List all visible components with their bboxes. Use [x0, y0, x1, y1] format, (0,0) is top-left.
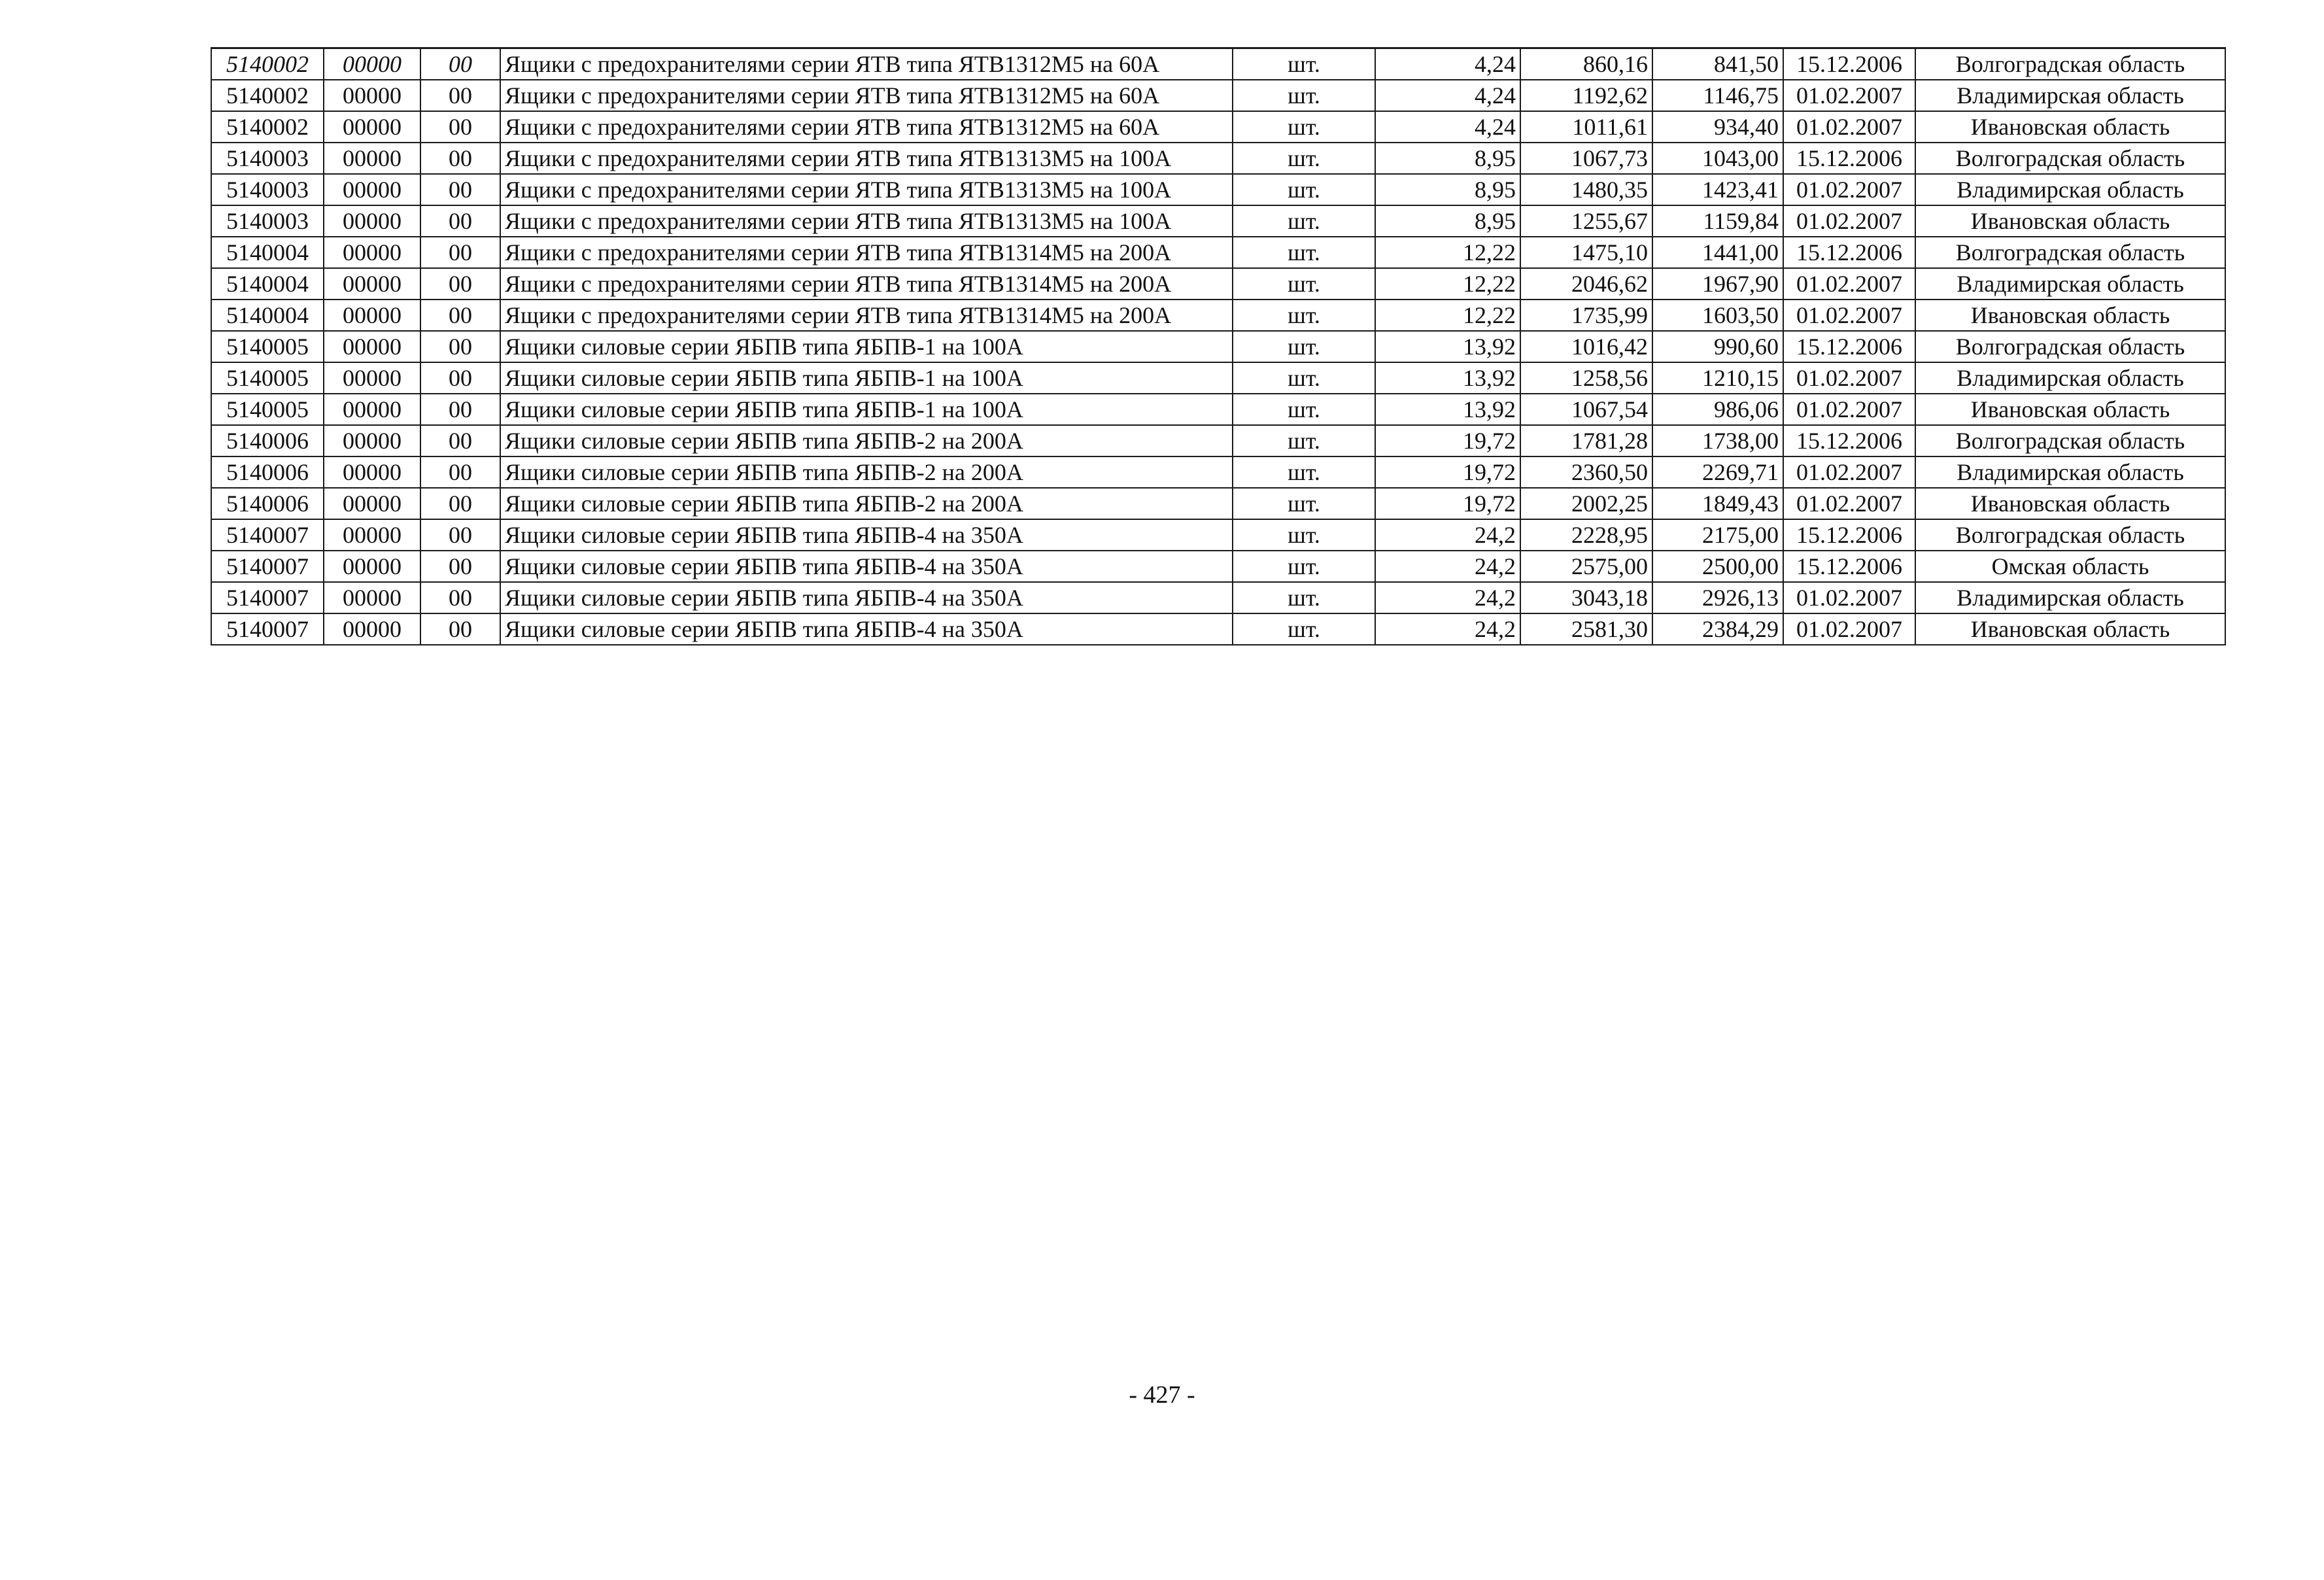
weight-cell: 24,2: [1375, 551, 1520, 582]
weight-cell: 19,72: [1375, 488, 1520, 519]
date-cell: 01.02.2007: [1783, 111, 1915, 143]
variant-cell: 00: [420, 551, 500, 582]
price1-cell: 1258,56: [1520, 362, 1652, 394]
price1-cell: 1475,10: [1520, 237, 1652, 268]
unit-cell: шт.: [1233, 551, 1375, 582]
table-row: [211, 174, 2225, 205]
name-cell: Ящики силовые серии ЯБПВ типа ЯБПВ-4 на 350А: [500, 551, 1233, 582]
region-cell: Волгоградская область: [1915, 331, 2225, 362]
price2-cell: 2926,13: [1652, 582, 1783, 613]
code-cell: 5140005: [211, 394, 324, 425]
name-cell: Ящики силовые серии ЯБПВ типа ЯБПВ-2 на 200А: [500, 488, 1233, 519]
region-cell: Ивановская область: [1915, 488, 2225, 519]
code-cell: 5140003: [211, 174, 324, 205]
subcode-cell: 00000: [324, 268, 420, 300]
code-cell: 5140006: [211, 488, 324, 519]
region-cell: Волгоградская область: [1915, 237, 2225, 268]
price2-cell: 1441,00: [1652, 237, 1783, 268]
code-cell: 5140005: [211, 331, 324, 362]
name-cell: Ящики с предохранителями серии ЯТВ типа ЯТВ1313М5 на 100А: [500, 174, 1233, 205]
region-cell: Владимирская область: [1915, 456, 2225, 488]
table-row: [211, 331, 2225, 362]
unit-cell: шт.: [1233, 80, 1375, 111]
table-row: [211, 80, 2225, 111]
unit-cell: шт.: [1233, 456, 1375, 488]
date-cell: 15.12.2006: [1783, 331, 1915, 362]
region-cell: Ивановская область: [1915, 613, 2225, 645]
variant-cell: 00: [420, 394, 500, 425]
name-cell: Ящики с предохранителями серии ЯТВ типа ЯТВ1312М5 на 60А: [500, 111, 1233, 143]
weight-cell: 24,2: [1375, 519, 1520, 551]
code-cell: 5140006: [211, 456, 324, 488]
unit-cell: шт.: [1233, 268, 1375, 300]
price2-cell: 1967,90: [1652, 268, 1783, 300]
price2-cell: 1738,00: [1652, 425, 1783, 456]
name-cell: Ящики силовые серии ЯБПВ типа ЯБПВ-1 на 100А: [500, 394, 1233, 425]
price2-cell: 1603,50: [1652, 300, 1783, 331]
name-cell: Ящики с предохранителями серии ЯТВ типа ЯТВ1312М5 на 60А: [500, 48, 1233, 80]
variant-cell: 00: [420, 331, 500, 362]
table-row: [211, 582, 2225, 613]
unit-cell: шт.: [1233, 362, 1375, 394]
price-table: [211, 47, 2226, 645]
price1-cell: 2228,95: [1520, 519, 1652, 551]
name-cell: Ящики силовые серии ЯБПВ типа ЯБПВ-4 на 350А: [500, 582, 1233, 613]
subcode-cell: 00000: [324, 425, 420, 456]
region-cell: Волгоградская область: [1915, 425, 2225, 456]
table-row: [211, 394, 2225, 425]
subcode-cell: 00000: [324, 488, 420, 519]
name-cell: Ящики с предохранителями серии ЯТВ типа ЯТВ1313М5 на 100А: [500, 205, 1233, 237]
weight-cell: 12,22: [1375, 300, 1520, 331]
region-cell: Волгоградская область: [1915, 48, 2225, 80]
name-cell: Ящики силовые серии ЯБПВ типа ЯБПВ-2 на 200А: [500, 456, 1233, 488]
unit-cell: шт.: [1233, 488, 1375, 519]
price2-cell: 1159,84: [1652, 205, 1783, 237]
name-cell: Ящики силовые серии ЯБПВ типа ЯБПВ-1 на 100А: [500, 331, 1233, 362]
unit-cell: шт.: [1233, 237, 1375, 268]
variant-cell: 00: [420, 425, 500, 456]
code-cell: 5140007: [211, 519, 324, 551]
table-row: [211, 488, 2225, 519]
variant-cell: 00: [420, 48, 500, 80]
variant-cell: 00: [420, 488, 500, 519]
date-cell: 01.02.2007: [1783, 80, 1915, 111]
subcode-cell: 00000: [324, 174, 420, 205]
date-cell: 01.02.2007: [1783, 205, 1915, 237]
date-cell: 01.02.2007: [1783, 488, 1915, 519]
subcode-cell: 00000: [324, 519, 420, 551]
weight-cell: 12,22: [1375, 268, 1520, 300]
unit-cell: шт.: [1233, 613, 1375, 645]
page-number: - 427 -: [1129, 1381, 1195, 1409]
weight-cell: 8,95: [1375, 174, 1520, 205]
table-row: [211, 143, 2225, 174]
price1-cell: 1255,67: [1520, 205, 1652, 237]
unit-cell: шт.: [1233, 111, 1375, 143]
price1-cell: 1011,61: [1520, 111, 1652, 143]
table-row: [211, 268, 2225, 300]
code-cell: 5140007: [211, 613, 324, 645]
weight-cell: 8,95: [1375, 143, 1520, 174]
variant-cell: 00: [420, 80, 500, 111]
date-cell: 01.02.2007: [1783, 456, 1915, 488]
table-body: [211, 48, 2225, 645]
subcode-cell: 00000: [324, 613, 420, 645]
subcode-cell: 00000: [324, 111, 420, 143]
price1-cell: 1016,42: [1520, 331, 1652, 362]
variant-cell: 00: [420, 111, 500, 143]
variant-cell: 00: [420, 205, 500, 237]
region-cell: Ивановская область: [1915, 394, 2225, 425]
price1-cell: 860,16: [1520, 48, 1652, 80]
code-cell: 5140004: [211, 300, 324, 331]
weight-cell: 4,24: [1375, 80, 1520, 111]
variant-cell: 00: [420, 268, 500, 300]
table-row: [211, 205, 2225, 237]
price2-cell: 986,06: [1652, 394, 1783, 425]
name-cell: Ящики силовые серии ЯБПВ типа ЯБПВ-4 на 350А: [500, 613, 1233, 645]
table-row: [211, 111, 2225, 143]
name-cell: Ящики с предохранителями серии ЯТВ типа ЯТВ1314М5 на 200А: [500, 268, 1233, 300]
region-cell: Владимирская область: [1915, 268, 2225, 300]
price2-cell: 990,60: [1652, 331, 1783, 362]
weight-cell: 24,2: [1375, 613, 1520, 645]
subcode-cell: 00000: [324, 582, 420, 613]
code-cell: 5140005: [211, 362, 324, 394]
price1-cell: 2046,62: [1520, 268, 1652, 300]
unit-cell: шт.: [1233, 205, 1375, 237]
price2-cell: 1043,00: [1652, 143, 1783, 174]
code-cell: 5140003: [211, 143, 324, 174]
subcode-cell: 00000: [324, 80, 420, 111]
subcode-cell: 00000: [324, 362, 420, 394]
date-cell: 15.12.2006: [1783, 551, 1915, 582]
date-cell: 01.02.2007: [1783, 394, 1915, 425]
region-cell: Владимирская область: [1915, 582, 2225, 613]
price2-cell: 1849,43: [1652, 488, 1783, 519]
table-row: [211, 425, 2225, 456]
subcode-cell: 00000: [324, 237, 420, 268]
subcode-cell: 00000: [324, 205, 420, 237]
weight-cell: 19,72: [1375, 456, 1520, 488]
unit-cell: шт.: [1233, 48, 1375, 80]
region-cell: Волгоградская область: [1915, 143, 2225, 174]
price2-cell: 1210,15: [1652, 362, 1783, 394]
weight-cell: 19,72: [1375, 425, 1520, 456]
date-cell: 15.12.2006: [1783, 237, 1915, 268]
weight-cell: 13,92: [1375, 394, 1520, 425]
name-cell: Ящики с предохранителями серии ЯТВ типа ЯТВ1314М5 на 200А: [500, 237, 1233, 268]
subcode-cell: 00000: [324, 456, 420, 488]
code-cell: 5140004: [211, 268, 324, 300]
variant-cell: 00: [420, 362, 500, 394]
table-row: [211, 362, 2225, 394]
table-row: [211, 48, 2225, 80]
region-cell: Омская область: [1915, 551, 2225, 582]
region-cell: Ивановская область: [1915, 205, 2225, 237]
price1-cell: 1781,28: [1520, 425, 1652, 456]
price1-cell: 2575,00: [1520, 551, 1652, 582]
code-cell: 5140003: [211, 205, 324, 237]
price1-cell: 3043,18: [1520, 582, 1652, 613]
price2-cell: 1423,41: [1652, 174, 1783, 205]
region-cell: Ивановская область: [1915, 111, 2225, 143]
table-row: [211, 237, 2225, 268]
subcode-cell: 00000: [324, 48, 420, 80]
variant-cell: 00: [420, 174, 500, 205]
date-cell: 01.02.2007: [1783, 174, 1915, 205]
price1-cell: 1192,62: [1520, 80, 1652, 111]
date-cell: 01.02.2007: [1783, 362, 1915, 394]
name-cell: Ящики силовые серии ЯБПВ типа ЯБПВ-2 на 200А: [500, 425, 1233, 456]
subcode-cell: 00000: [324, 551, 420, 582]
name-cell: Ящики с предохранителями серии ЯТВ типа ЯТВ1314М5 на 200А: [500, 300, 1233, 331]
unit-cell: шт.: [1233, 300, 1375, 331]
unit-cell: шт.: [1233, 174, 1375, 205]
table-row: [211, 519, 2225, 551]
price2-cell: 2384,29: [1652, 613, 1783, 645]
variant-cell: 00: [420, 143, 500, 174]
table-row: [211, 300, 2225, 331]
code-cell: 5140007: [211, 582, 324, 613]
date-cell: 01.02.2007: [1783, 613, 1915, 645]
name-cell: Ящики с предохранителями серии ЯТВ типа ЯТВ1312М5 на 60А: [500, 80, 1233, 111]
code-cell: 5140002: [211, 80, 324, 111]
price2-cell: 841,50: [1652, 48, 1783, 80]
price1-cell: 1067,73: [1520, 143, 1652, 174]
date-cell: 01.02.2007: [1783, 268, 1915, 300]
date-cell: 15.12.2006: [1783, 143, 1915, 174]
price1-cell: 2581,30: [1520, 613, 1652, 645]
region-cell: Владимирская область: [1915, 174, 2225, 205]
table-row: [211, 551, 2225, 582]
variant-cell: 00: [420, 237, 500, 268]
price1-cell: 1735,99: [1520, 300, 1652, 331]
date-cell: 15.12.2006: [1783, 48, 1915, 80]
price1-cell: 1067,54: [1520, 394, 1652, 425]
price1-cell: 2360,50: [1520, 456, 1652, 488]
code-cell: 5140006: [211, 425, 324, 456]
table-row: [211, 613, 2225, 645]
weight-cell: 24,2: [1375, 582, 1520, 613]
variant-cell: 00: [420, 582, 500, 613]
weight-cell: 8,95: [1375, 205, 1520, 237]
weight-cell: 13,92: [1375, 362, 1520, 394]
weight-cell: 12,22: [1375, 237, 1520, 268]
price2-cell: 2269,71: [1652, 456, 1783, 488]
subcode-cell: 00000: [324, 331, 420, 362]
code-cell: 5140002: [211, 48, 324, 80]
table-row: [211, 456, 2225, 488]
name-cell: Ящики с предохранителями серии ЯТВ типа ЯТВ1313М5 на 100А: [500, 143, 1233, 174]
unit-cell: шт.: [1233, 331, 1375, 362]
date-cell: 15.12.2006: [1783, 425, 1915, 456]
variant-cell: 00: [420, 519, 500, 551]
code-cell: 5140007: [211, 551, 324, 582]
code-cell: 5140002: [211, 111, 324, 143]
price2-cell: 2500,00: [1652, 551, 1783, 582]
subcode-cell: 00000: [324, 300, 420, 331]
region-cell: Владимирская область: [1915, 80, 2225, 111]
variant-cell: 00: [420, 456, 500, 488]
unit-cell: шт.: [1233, 519, 1375, 551]
weight-cell: 4,24: [1375, 111, 1520, 143]
date-cell: 15.12.2006: [1783, 519, 1915, 551]
price2-cell: 1146,75: [1652, 80, 1783, 111]
variant-cell: 00: [420, 300, 500, 331]
name-cell: Ящики силовые серии ЯБПВ типа ЯБПВ-1 на 100А: [500, 362, 1233, 394]
price1-cell: 2002,25: [1520, 488, 1652, 519]
weight-cell: 13,92: [1375, 331, 1520, 362]
date-cell: 01.02.2007: [1783, 300, 1915, 331]
subcode-cell: 00000: [324, 394, 420, 425]
region-cell: Владимирская область: [1915, 362, 2225, 394]
unit-cell: шт.: [1233, 425, 1375, 456]
region-cell: Волгоградская область: [1915, 519, 2225, 551]
price1-cell: 1480,35: [1520, 174, 1652, 205]
unit-cell: шт.: [1233, 143, 1375, 174]
subcode-cell: 00000: [324, 143, 420, 174]
weight-cell: 4,24: [1375, 48, 1520, 80]
price2-cell: 934,40: [1652, 111, 1783, 143]
date-cell: 01.02.2007: [1783, 582, 1915, 613]
price2-cell: 2175,00: [1652, 519, 1783, 551]
name-cell: Ящики силовые серии ЯБПВ типа ЯБПВ-4 на 350А: [500, 519, 1233, 551]
unit-cell: шт.: [1233, 394, 1375, 425]
variant-cell: 00: [420, 613, 500, 645]
region-cell: Ивановская область: [1915, 300, 2225, 331]
code-cell: 5140004: [211, 237, 324, 268]
unit-cell: шт.: [1233, 582, 1375, 613]
